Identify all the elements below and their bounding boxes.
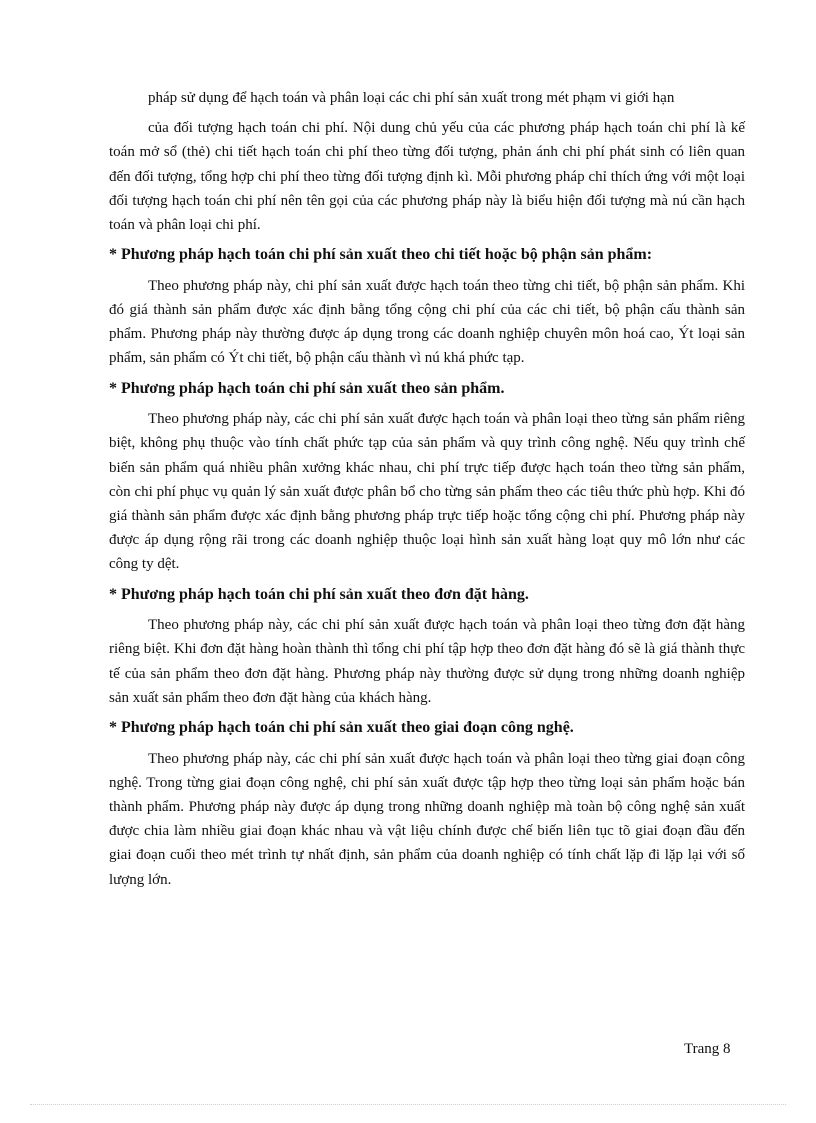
paragraph-method-by-order: Theo phương pháp này, các chi phí sản xuất được hạch toán và phân loại theo từng đơn đặt hàng riêng biệt. Khi đơn đặt hàng hoàn thành thì tổng chi phí tập hợp theo đơn đặt hàng đó sẽ là giá thành thực tế của sản phẩm theo đơn đặt hàng. Phương pháp này thường được sử dụng trong những doanh nghiệp sản xuất sản phẩm theo đơn đặt hàng của khách hàng. <box>109 617 745 706</box>
heading-method-by-product: * Phương pháp hạch toán chi phí sản xuất theo sản phẩm. <box>109 379 505 397</box>
paragraph-method-by-product: Theo phương pháp này, các chi phí sản xuất được hạch toán và phân loại theo từng sản phẩm riêng biệt, không phụ thuộc vào tính chất phức tạp của sản phẩm và quy trình công nghệ. Nếu quy trình chế biến sản phẩm quá nhiều phân xưởng khác nhau, chi phí trực tiếp được hạch toán theo từng sản phẩm, còn chi phí phục vụ quản lý sản xuất được phân bổ cho từng sản phẩm theo các tiêu thức phù hợp. Khi đó giá thành sản phẩm được xác định bằng phương pháp trực tiếp hoặc tổng cộng chi phí. Phương pháp này được áp dụng rộng rãi trong các doanh nghiệp thuộc loại hình sản xuất hàng loạt quy mô lớn như các công ty dệt. <box>109 411 745 573</box>
page-number: Trang 8 <box>684 1041 731 1057</box>
page-bottom-divider <box>30 1104 786 1105</box>
paragraph-intro-1: pháp sử dụng để hạch toán và phân loại các chi phí sản xuất trong mét phạm vi giới hạn <box>148 90 675 106</box>
heading-method-by-order: * Phương pháp hạch toán chi phí sản xuất theo đơn đặt hàng. <box>109 585 529 603</box>
heading-method-by-component: * Phương pháp hạch toán chi phí sản xuất theo chi tiết hoặc bộ phận sản phẩm: <box>109 246 653 264</box>
paragraph-method-by-component: Theo phương pháp này, chi phí sản xuất được hạch toán theo từng chi tiết, bộ phận sản phẩm. Khi đó giá thành sản phẩm được xác định bằng tổng cộng chi phí của các chi tiết, bộ phận cấu thành sản phẩm. Phương pháp này thường được áp dụng trong các doanh nghiệp chuyên môn hoá cao, Ýt loại sản phẩm, sản phẩm có Ýt chi tiết, bộ phận cấu thành vì nú khá phức tạp. <box>109 277 745 367</box>
paragraph-intro-2: của đối tượng hạch toán chi phí. Nội dung chủ yếu của các phương pháp hạch toán chi phí là kế toán mở sổ (thẻ) chi tiết hạch toán chi phí theo từng đối tượng, phản ánh chi phí phát sinh có liên quan đến đối tượng, tổng hợp chi phí theo từng đối tượng định kì. Mỗi phương pháp chỉ thích ứng với một loại đối tượng hạch toán chi phí nên tên gọi của các phương pháp này là biểu hiện đối tượng mà nú cần hạch toán và phân loại chi phí. <box>109 120 745 234</box>
paragraph-method-by-stage: Theo phương pháp này, các chi phí sản xuất được hạch toán và phân loại theo từng giai đoạn công nghệ. Trong từng giai đoạn công nghệ, chi phí sản xuất được tập hợp theo từng loại sản phẩm hoặc bán thành phẩm. Phương pháp này được áp dụng trong những doanh nghiệp mà toàn bộ công nghệ sản xuất được chia làm nhiều giai đoạn khác nhau và vật liệu chính được chế biến liên tục tõ giai đoạn đầu đến giai đoạn cuối theo mét trình tự nhất định, sản phẩm của doanh nghiệp có tính chất lặp đi lặp lại với số lượng lớn. <box>109 750 745 888</box>
page-content <box>109 86 745 898</box>
heading-method-by-stage: * Phương pháp hạch toán chi phí sản xuất theo giai đoạn công nghệ. <box>109 719 574 737</box>
